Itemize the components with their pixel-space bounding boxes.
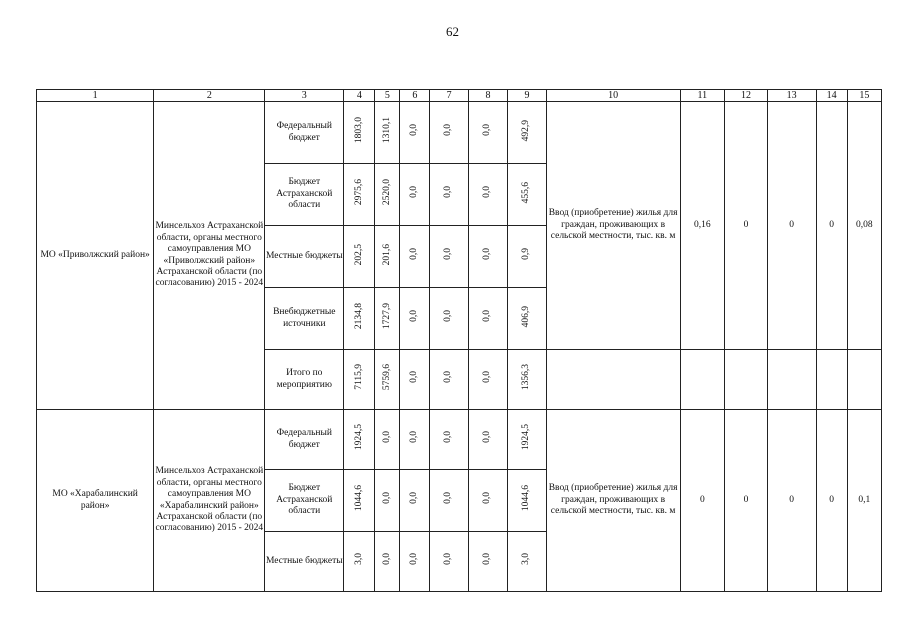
empty-cell (767, 350, 816, 410)
value-cell: 1356,3 (508, 350, 546, 410)
municipality-cell: МО «Приволжский район» (37, 102, 154, 410)
value-cell: 7115,9 (344, 350, 375, 410)
table-row (37, 102, 882, 164)
col-header: 1 (37, 90, 154, 102)
value-cell: 3,0 (344, 532, 375, 592)
value-cell: 492,9 (508, 102, 546, 164)
value-cell: 0,0 (400, 102, 430, 164)
value-cell: 0,0 (375, 470, 400, 532)
value-cell: 0,0 (468, 532, 507, 592)
funding-source: Бюджет Астраханской области (265, 164, 344, 226)
value-cell: 0,0 (430, 532, 468, 592)
empty-cell (725, 350, 768, 410)
value-cell: 1803,0 (344, 102, 375, 164)
col-header: 2 (154, 90, 265, 102)
value-cell: 0,0 (468, 102, 507, 164)
municipality-cell: МО «Харабалинский район» (37, 410, 154, 592)
indicator-value: 0,1 (847, 410, 881, 592)
value-cell: 0,0 (468, 350, 507, 410)
col-header: 12 (725, 90, 768, 102)
value-cell: 201,6 (375, 226, 400, 288)
executor-cell: Минсельхоз Астраханской области, органы местного самоуправления МО «Приволжский район» Астраханской области (по согласованию) 2015 - 2024 (154, 102, 265, 410)
table-row (37, 410, 882, 470)
col-header: 9 (508, 90, 546, 102)
value-cell: 0,0 (430, 350, 468, 410)
value-cell: 0,0 (430, 226, 468, 288)
value-cell: 1310,1 (375, 102, 400, 164)
col-header: 11 (680, 90, 725, 102)
value-cell: 0,0 (400, 288, 430, 350)
value-cell: 0,0 (430, 470, 468, 532)
value-cell: 0,0 (468, 410, 507, 470)
value-cell: 455,6 (508, 164, 546, 226)
col-header: 14 (816, 90, 847, 102)
col-header: 3 (265, 90, 344, 102)
funding-source: Внебюджетные источники (265, 288, 344, 350)
col-header: 15 (847, 90, 881, 102)
value-cell: 0,0 (400, 164, 430, 226)
col-header: 7 (430, 90, 468, 102)
col-header: 6 (400, 90, 430, 102)
value-cell: 1044,6 (508, 470, 546, 532)
value-cell: 0,0 (400, 532, 430, 592)
value-cell: 1924,5 (344, 410, 375, 470)
funding-source: Местные бюджеты (265, 532, 344, 592)
value-cell: 0,0 (430, 164, 468, 226)
indicator-value: 0 (725, 410, 768, 592)
value-cell: 0,0 (430, 410, 468, 470)
col-header: 10 (546, 90, 680, 102)
empty-cell (546, 350, 680, 410)
value-cell: 0,0 (430, 288, 468, 350)
indicator-value: 0,08 (847, 102, 881, 350)
indicator-value: 0 (725, 102, 768, 350)
value-cell: 0,0 (468, 288, 507, 350)
value-cell: 0,0 (375, 532, 400, 592)
indicator-value: 0 (767, 410, 816, 592)
value-cell: 0,0 (430, 102, 468, 164)
funding-source: Итого по мероприятию (265, 350, 344, 410)
value-cell: 1924,5 (508, 410, 546, 470)
value-cell: 0,9 (508, 226, 546, 288)
indicator-cell: Ввод (приобретение) жилья для граждан, проживающих в сельской местности, тыс. кв. м (546, 102, 680, 350)
value-cell: 3,0 (508, 532, 546, 592)
col-header: 13 (767, 90, 816, 102)
value-cell: 1727,9 (375, 288, 400, 350)
funding-table (36, 89, 882, 592)
col-header: 4 (344, 90, 375, 102)
value-cell: 0,0 (400, 470, 430, 532)
value-cell: 0,0 (400, 226, 430, 288)
empty-cell (847, 350, 881, 410)
col-header: 5 (375, 90, 400, 102)
indicator-value: 0 (767, 102, 816, 350)
value-cell: 2975,6 (344, 164, 375, 226)
funding-source: Местные бюджеты (265, 226, 344, 288)
indicator-cell: Ввод (приобретение) жилья для граждан, проживающих в сельской местности, тыс. кв. м (546, 410, 680, 592)
value-cell: 2134,8 (344, 288, 375, 350)
value-cell: 202,5 (344, 226, 375, 288)
value-cell: 2520,0 (375, 164, 400, 226)
value-cell: 0,0 (400, 410, 430, 470)
value-cell: 1044,6 (344, 470, 375, 532)
value-cell: 0,0 (400, 350, 430, 410)
value-cell: 406,9 (508, 288, 546, 350)
value-cell: 5759,6 (375, 350, 400, 410)
value-cell: 0,0 (375, 410, 400, 470)
value-cell: 0,0 (468, 226, 507, 288)
funding-source: Федеральный бюджет (265, 410, 344, 470)
indicator-value: 0,16 (680, 102, 725, 350)
empty-cell (816, 350, 847, 410)
empty-cell (680, 350, 725, 410)
page-number: 62 (446, 24, 459, 39)
indicator-value: 0 (816, 410, 847, 592)
value-cell: 0,0 (468, 164, 507, 226)
column-number-row (37, 90, 882, 102)
executor-cell: Минсельхоз Астраханской области, органы местного самоуправления МО «Харабалинский район» Астраханской области (по согласованию) 2015 - 2024 (154, 410, 265, 592)
indicator-value: 0 (816, 102, 847, 350)
indicator-value: 0 (680, 410, 725, 592)
col-header: 8 (468, 90, 507, 102)
value-cell: 0,0 (468, 470, 507, 532)
funding-source: Федеральный бюджет (265, 102, 344, 164)
funding-source: Бюджет Астраханской области (265, 470, 344, 532)
